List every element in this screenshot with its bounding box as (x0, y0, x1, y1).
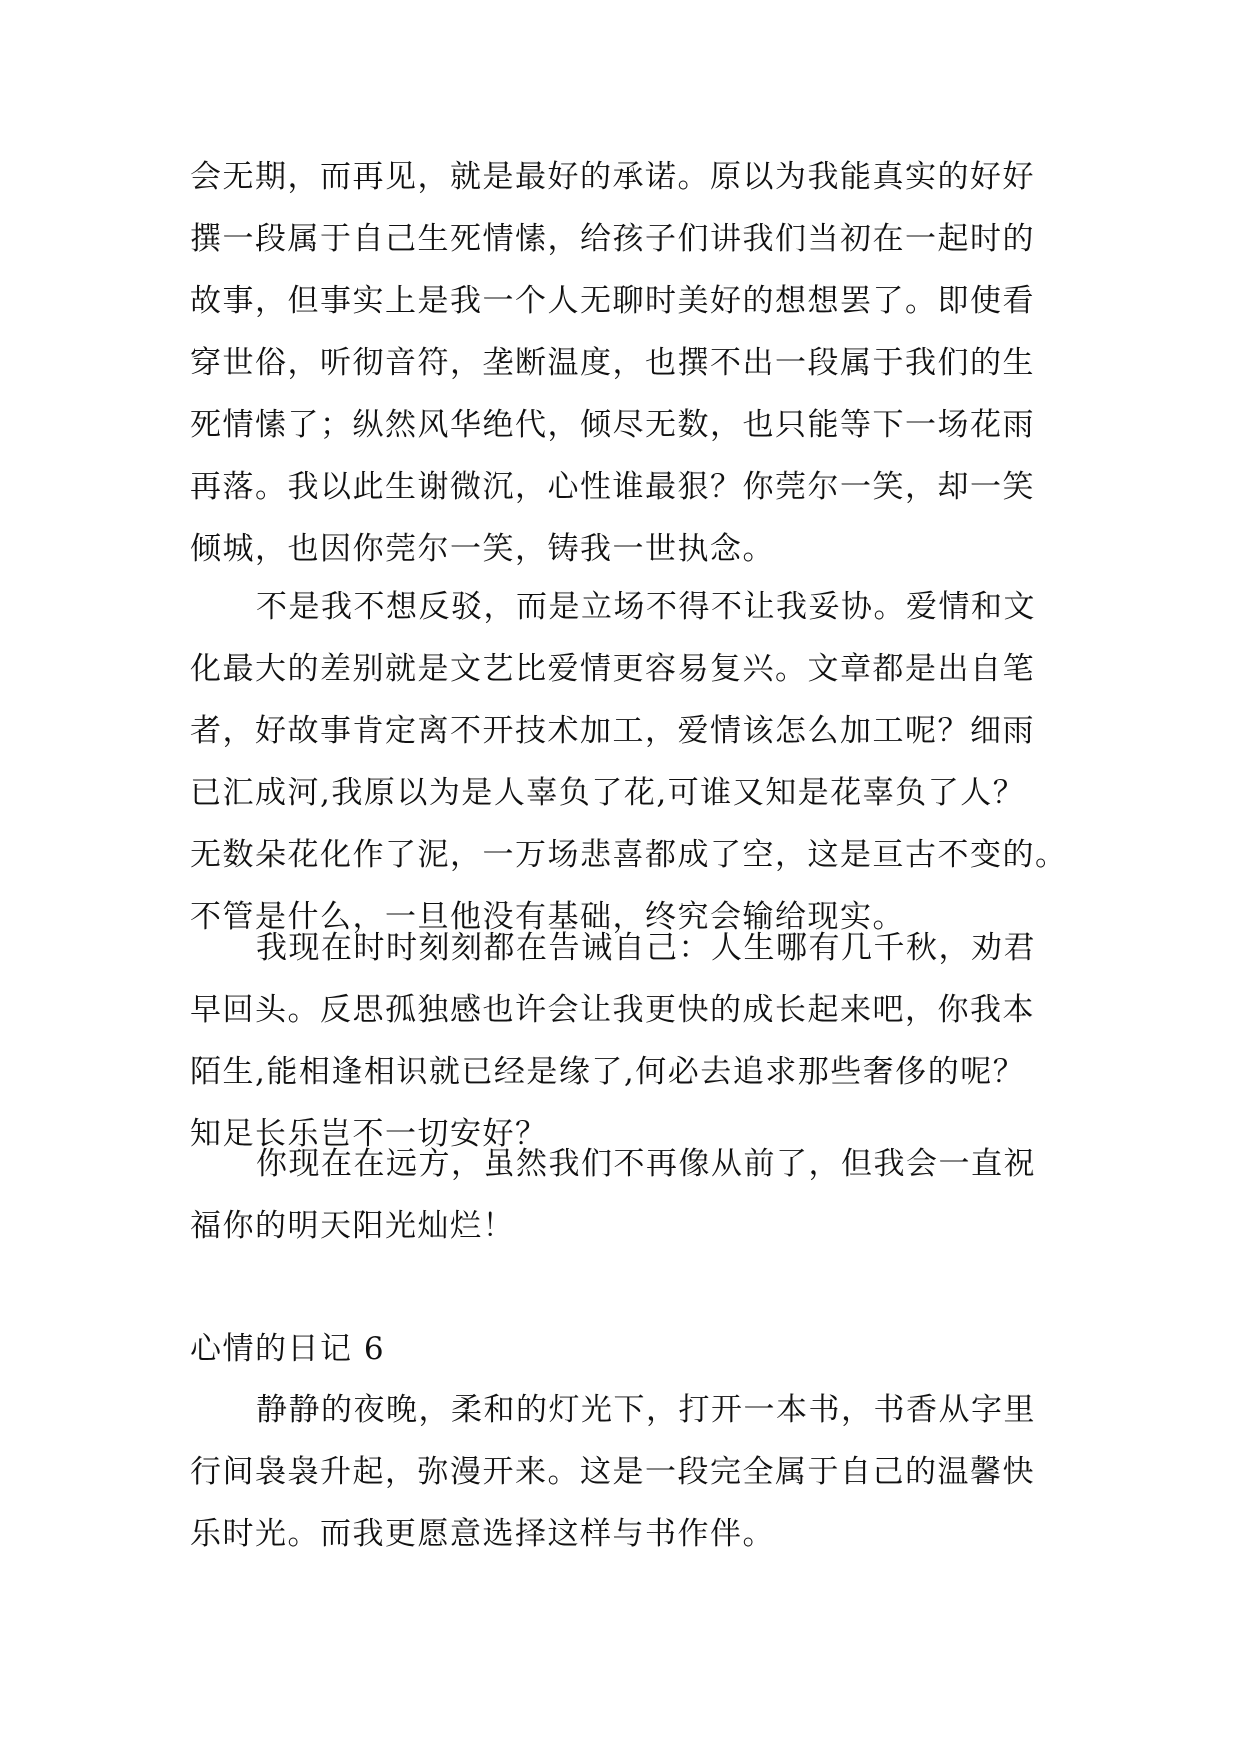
paragraph-line: 倾城，也因你莞尔一笑，铸我一世执念。 (190, 531, 775, 567)
paragraph-4 (190, 1133, 1050, 1257)
paragraph-line: 死情愫了；纵然风华绝代，倾尽无数，也只能等下一场花雨 (190, 407, 1035, 443)
paragraph-line: 福你的明天阳光灿烂！ (190, 1208, 515, 1244)
paragraph-line: 无数朵花化作了泥，一万场悲喜都成了空，这是亘古不变的。 (190, 837, 1068, 873)
paragraph-1 (190, 146, 1050, 580)
paragraph-line: 我现在时时刻刻都在告诫自己：人生哪有几千秋，劝君 (256, 930, 1036, 966)
paragraph-line: 故事，但事实上是我一个人无聊时美好的想想罢了。即使看 (190, 283, 1035, 319)
paragraph-line: 乐时光。而我更愿意选择这样与书作伴。 (190, 1516, 775, 1552)
paragraph-line: 穿世俗，听彻音符，垄断温度，也撰不出一段属于我们的生 (190, 345, 1035, 381)
section-heading-text: 心情的日记 6 (190, 1331, 386, 1367)
paragraph-line: 已汇成河,我原以为是人辜负了花,可谁又知是花辜负了人？ (190, 775, 1026, 811)
paragraph-line: 撰一段属于自己生死情愫，给孩子们讲我们当初在一起时的 (190, 221, 1035, 257)
paragraph-line: 再落。我以此生谢微沉，心性谁最狠？你莞尔一笑，却一笑 (190, 469, 1035, 505)
section-heading (190, 1318, 1050, 1380)
paragraph-line: 你现在在远方，虽然我们不再像从前了，但我会一直祝 (256, 1146, 1036, 1182)
section-paragraph (190, 1379, 1050, 1565)
paragraph-3 (190, 917, 1050, 1165)
paragraph-line: 行间袅袅升起，弥漫开来。这是一段完全属于自己的温馨快 (190, 1454, 1035, 1490)
paragraph-line: 静静的夜晚，柔和的灯光下，打开一本书，书香从字里 (256, 1392, 1036, 1428)
paragraph-line: 者，好故事肯定离不开技术加工，爱情该怎么加工呢？细雨 (190, 713, 1035, 749)
paragraph-line: 知足长乐岂不一切安好？ (190, 1116, 548, 1152)
paragraph-2 (190, 576, 1068, 948)
paragraph-line: 早回头。反思孤独感也许会让我更快的成长起来吧，你我本 (190, 992, 1035, 1028)
paragraph-line: 不是我不想反驳，而是立场不得不让我妥协。爱情和文 (256, 589, 1036, 625)
paragraph-line: 不管是什么，一旦他没有基础，终究会输给现实。 (190, 899, 905, 935)
paragraph-line: 化最大的差别就是文艺比爱情更容易复兴。文章都是出自笔 (190, 651, 1035, 687)
paragraph-line: 会无期，而再见，就是最好的承诺。原以为我能真实的好好 (190, 159, 1035, 195)
paragraph-line: 陌生,能相逢相识就已经是缘了,何必去追求那些奢侈的呢？ (190, 1054, 1026, 1090)
